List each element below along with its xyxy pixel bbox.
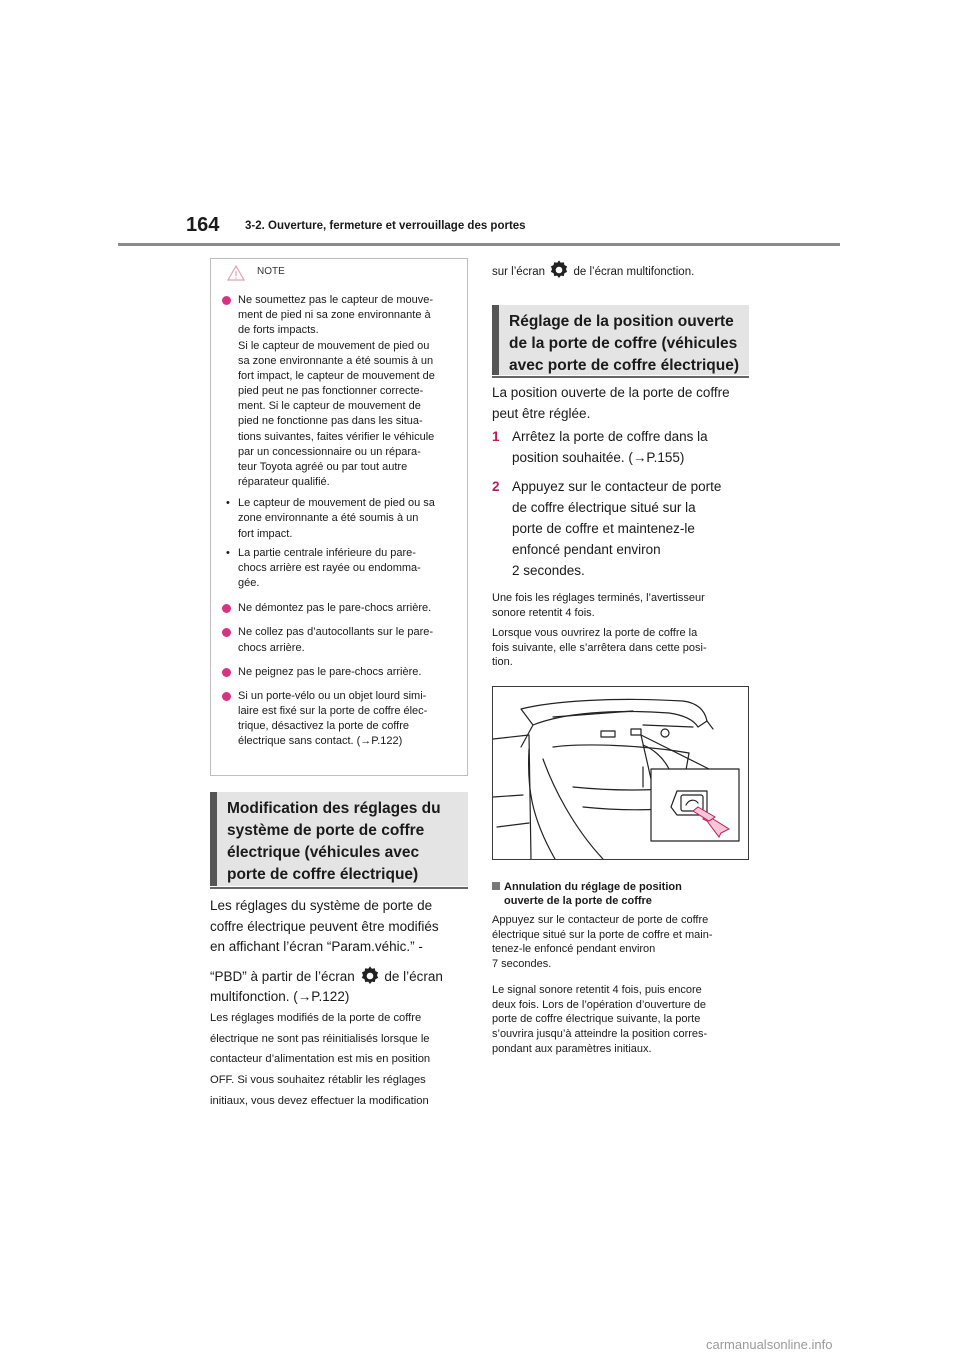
bullet-marker: • xyxy=(226,546,230,559)
note-line: Le capteur de mouvement de pied ou sa xyxy=(238,497,435,510)
body-line: La position ouverte de la porte de coffre xyxy=(492,385,730,400)
heading-line: Réglage de la position ouverte xyxy=(509,313,734,330)
body-text-before-icon: “PBD” à partir de l’écran xyxy=(210,968,355,984)
note-item xyxy=(221,625,459,655)
note-item xyxy=(221,689,459,750)
note-line: fort impact, le capteur de mouvement de xyxy=(238,369,435,382)
body-line xyxy=(210,965,472,988)
gear-icon xyxy=(548,259,570,281)
heading-line: système de porte de coffre xyxy=(227,822,425,839)
note-line: Si le capteur de mouvement de pied ou xyxy=(238,339,430,352)
note-line: laire est fixé sur la porte de coffre élec- xyxy=(238,705,428,718)
small-line: contacteur d’alimentation est mis en position xyxy=(210,1053,431,1066)
note-line: Si un porte-vélo ou un objet lourd simi- xyxy=(238,689,427,702)
note-item xyxy=(221,601,459,616)
small-line: initiaux, vous devez effectuer la modification xyxy=(210,1094,429,1107)
warning-icon xyxy=(227,265,245,281)
small-line: 7 secondes. xyxy=(492,957,552,970)
note-item xyxy=(221,665,459,680)
gear-icon xyxy=(359,965,381,987)
tailgate-drawing xyxy=(493,687,748,859)
note-line: chocs arrière est rayée ou endomma- xyxy=(238,561,421,574)
step-number: 2 xyxy=(492,479,500,494)
bullet-marker: • xyxy=(226,497,230,510)
step-line: porte de coffre et maintenez-le xyxy=(512,521,695,537)
step-line: enfoncé pendant environ xyxy=(512,542,661,558)
header-rule xyxy=(118,243,840,246)
note-subitem xyxy=(221,496,459,542)
note-subitem xyxy=(221,546,459,592)
note-body xyxy=(211,283,467,750)
body-line: coffre électrique peuvent être modifiés xyxy=(210,918,439,934)
subheading-line: Annulation du réglage de position xyxy=(504,881,682,893)
note-title: NOTE xyxy=(257,266,285,277)
note-line: ment de pied ni sa zone environnante à xyxy=(238,309,431,322)
step-line: Arrêtez la porte de coffre dans la xyxy=(512,429,708,444)
note-line: tions suivantes, faites vérifier le véhicule xyxy=(238,430,435,443)
small-line: fois suivante, elle s’arrêtera dans cette posi- xyxy=(492,641,707,654)
note-line: Ne démontez pas le pare-chocs arrière. xyxy=(238,602,432,615)
right-continuation xyxy=(492,259,754,283)
cancel-subheading xyxy=(492,880,682,909)
note-line: chocs arrière. xyxy=(238,641,305,654)
note-line: zone environnante a été soumis à un xyxy=(238,512,419,525)
small-line: OFF. Si vous souhaitez rétablir les réglages xyxy=(210,1074,426,1087)
heading-line: de la porte de coffre (véhicules xyxy=(509,335,738,352)
small-line: tion. xyxy=(492,656,513,669)
bullet-dot-icon xyxy=(222,692,231,701)
note-line: par un concessionnaire ou un répara- xyxy=(238,445,421,458)
note-line: ment. Si le capteur de mouvement de xyxy=(238,400,421,413)
body-line: multifonction. (→P.122) xyxy=(210,989,350,1005)
bullet-dot-icon xyxy=(222,604,231,613)
small-line: électrique ne sont pas réinitialisés lorsque le xyxy=(210,1032,430,1045)
note-line: Ne peignez pas le pare-chocs arrière. xyxy=(238,665,422,678)
section-heading-open-position xyxy=(492,305,749,375)
note-line: Ne soumettez pas le capteur de mouve- xyxy=(238,294,434,306)
heading-line: avec porte de coffre électrique) xyxy=(509,357,739,374)
step-line: 2 secondes. xyxy=(512,563,585,579)
left-body-paragraph xyxy=(210,896,472,1008)
note-line: réparateur qualifié. xyxy=(238,476,330,489)
small-line: Le signal sonore retentit 4 fois, puis encore xyxy=(492,984,702,996)
bullet-dot-icon xyxy=(222,628,231,637)
cancel-paragraph-2 xyxy=(492,983,754,1056)
heading-line: électrique (véhicules avec xyxy=(227,844,420,861)
small-line: électrique situé sur la porte de coffre et main- xyxy=(492,928,713,941)
right-result-paragraph xyxy=(492,591,754,620)
body-text-after-icon: de l’écran xyxy=(384,968,443,984)
note-header xyxy=(211,259,467,283)
heading-line: Modification des réglages du xyxy=(227,800,441,817)
note-line: teur Toyota agréé ou par tout autre xyxy=(238,460,408,473)
step-line: Appuyez sur le contacteur de porte xyxy=(512,479,722,494)
small-line: Appuyez sur le contacteur de porte de coffre xyxy=(492,914,709,926)
body-line: peut être réglée. xyxy=(492,405,591,421)
small-line: pondant aux paramètres initiaux. xyxy=(492,1042,652,1055)
note-item xyxy=(221,293,459,490)
page-number: 164 xyxy=(186,214,220,236)
watermark-link[interactable]: carmanualsonline.info xyxy=(706,1337,833,1352)
heading-rule xyxy=(492,376,749,378)
note-line: pied peut ne pas fonctionner correcte- xyxy=(238,385,424,398)
small-line: sonore retentit 4 fois. xyxy=(492,606,595,619)
small-line: Les réglages modifiés de la porte de coffre xyxy=(210,1012,422,1024)
square-bullet-icon xyxy=(492,882,500,890)
small-line: Une fois les réglages terminés, l’avertisseur xyxy=(492,592,705,604)
note-line: fort impact. xyxy=(238,527,293,540)
note-line: Ne collez pas d’autocollants sur le pare- xyxy=(238,626,434,639)
small-line: porte de coffre électrique suivante, la porte xyxy=(492,1013,701,1026)
step-2 xyxy=(492,476,754,581)
tailgate-illustration xyxy=(492,686,749,860)
subheading-line: ouverte de la porte de coffre xyxy=(504,895,652,908)
small-line: tenez-le enfoncé pendant environ xyxy=(492,943,656,956)
section-heading-modification xyxy=(210,792,468,886)
continuation-line xyxy=(492,259,754,283)
section-title: 3-2. Ouverture, fermeture et verrouillage des portes xyxy=(245,220,526,232)
left-small-paragraph xyxy=(210,1008,472,1112)
text-after-icon: de l’écran multifonction. xyxy=(573,266,695,278)
small-line: Lorsque vous ouvrirez la porte de coffre la xyxy=(492,627,698,639)
cancel-paragraph-1 xyxy=(492,913,754,972)
note-line: gée. xyxy=(238,577,260,590)
bullet-dot-icon xyxy=(222,668,231,677)
body-line: Les réglages du système de porte de xyxy=(210,898,433,913)
step-line: position souhaitée. (→P.155) xyxy=(512,450,685,466)
small-line: s’ouvrira jusqu’à atteindre la position corres- xyxy=(492,1027,708,1040)
step-1 xyxy=(492,426,754,469)
note-line: sa zone environnante a été soumis à un xyxy=(238,354,434,367)
heading-rule xyxy=(210,887,468,889)
heading-line: porte de coffre électrique) xyxy=(227,866,419,883)
note-line: de forts impacts. xyxy=(238,324,319,337)
text-before-icon: sur l’écran xyxy=(492,266,546,278)
body-line: en affichant l’écran “Param.véhic.” - xyxy=(210,939,423,955)
note-box xyxy=(210,258,468,776)
small-line: deux fois. Lors de l’opération d’ouverture de xyxy=(492,998,707,1011)
step-number: 1 xyxy=(492,429,500,444)
bullet-dot-icon xyxy=(222,296,231,305)
step-line: de coffre électrique situé sur la xyxy=(512,500,696,516)
right-next-open-paragraph xyxy=(492,626,754,670)
right-intro xyxy=(492,383,754,424)
note-line: trique, désactivez la porte de coffre xyxy=(238,720,410,733)
note-line: pied ne fonctionne pas dans les situa- xyxy=(238,415,423,428)
note-line: électrique sans contact. (→P.122) xyxy=(238,735,403,748)
note-line: La partie centrale inférieure du pare- xyxy=(238,546,416,559)
